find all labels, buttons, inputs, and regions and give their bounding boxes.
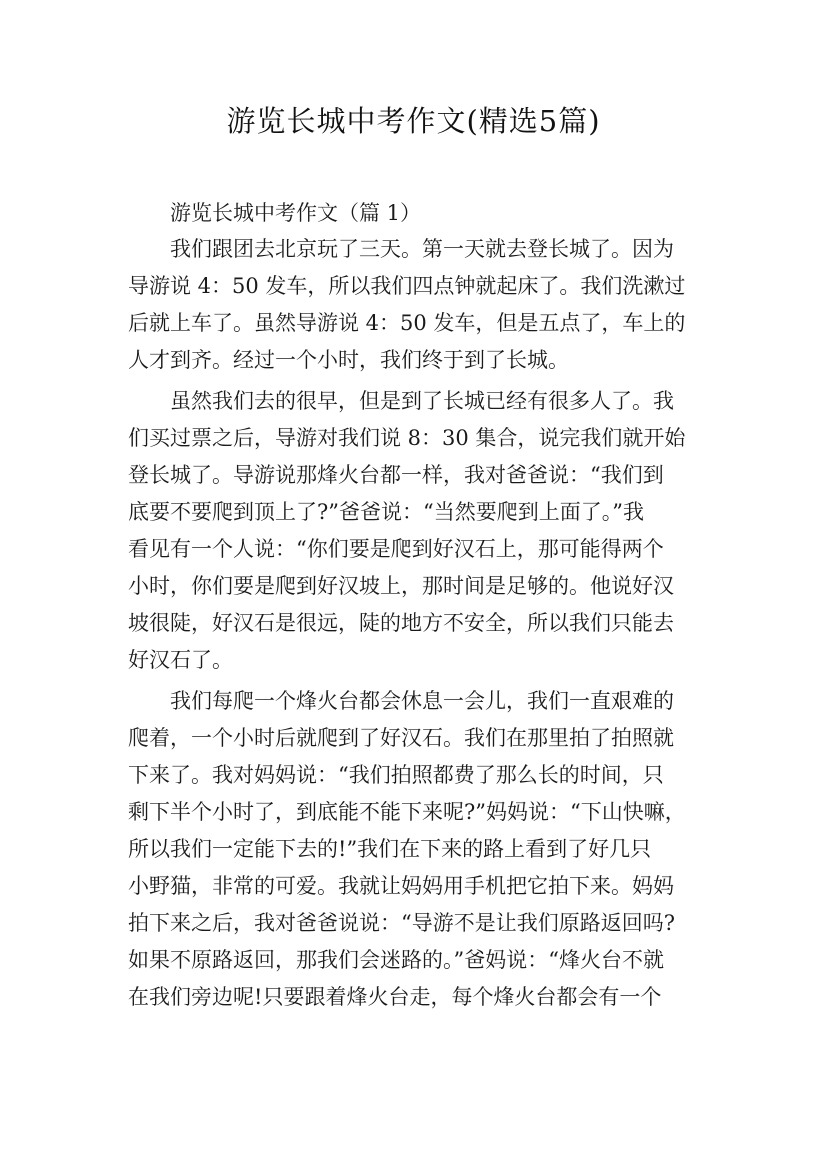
text-line: 在我们旁边呢!只要跟着烽火台走，每个烽火台都会有一个 (128, 985, 662, 1009)
text-line: 小野猫，非常的可爱。我就让妈妈用手机把它拍下来。妈妈 (128, 874, 674, 898)
paragraph-1 (128, 227, 708, 379)
text-line: 我们跟团去北京玩了三天。第一天就去登长城了。因为 (170, 237, 674, 261)
text-line: 坡很陡，好汉石是很远，陡的地方不安全，所以我们只能去 (128, 611, 674, 635)
text-line: 拍下来之后，我对爸爸说说：“导游不是让我们原路返回吗? (128, 911, 675, 935)
text-line: 看见有一个人说：“你们要是爬到好汉石上，那可能得两个 (128, 537, 664, 561)
text-line: 登长城了。导游说那烽火台都一样，我对爸爸说：“我们到 (128, 463, 664, 487)
text-line: 如果不原路返回，那我们会迷路的。”爸妈说：“烽火台不就 (128, 948, 664, 972)
text-line: 后就上车了。虽然导游说 4：50 发车，但是五点了，车上的 (128, 311, 686, 335)
text-line: 导游说 4：50 发车，所以我们四点钟就起床了。我们洗漱过 (128, 274, 686, 298)
text-line: 虽然我们去的很早，但是到了长城已经有很多人了。我 (170, 389, 674, 413)
section-heading: 游览长城中考作文（篇 1） (170, 201, 422, 225)
text-line: 爬着，一个小时后就爬到了好汉石。我们在那里拍了拍照就 (128, 726, 674, 750)
text-line: 我们每爬一个烽火台都会休息一会儿，我们一直艰难的 (170, 689, 674, 713)
paragraph-3 (128, 679, 708, 1016)
text-line: 剩下半个小时了，到底能不能下来呢?”妈妈说：“下山快嘛， (128, 800, 686, 824)
text-line: 们买过票之后，导游对我们说 8：30 集合，说完我们就开始 (128, 426, 686, 450)
text-line: 所以我们一定能下去的!”我们在下来的路上看到了好几只 (128, 837, 652, 861)
paragraph-2 (128, 379, 708, 679)
text-line: 小时，你们要是爬到好汉坡上，那时间是足够的。他说好汉 (128, 574, 674, 598)
text-line: 下来了。我对妈妈说：“我们拍照都费了那么长的时间，只 (128, 763, 664, 787)
text-line: 人才到齐。经过一个小时，我们终于到了长城。 (128, 348, 569, 372)
text-line: 底要不要爬到顶上了?”爸爸说：“当然要爬到上面了。”我 (128, 500, 644, 524)
document-body (128, 199, 708, 1016)
document-title: 游览长城中考作文(精选5篇) (226, 104, 601, 138)
text-line: 好汉石了。 (128, 648, 233, 672)
